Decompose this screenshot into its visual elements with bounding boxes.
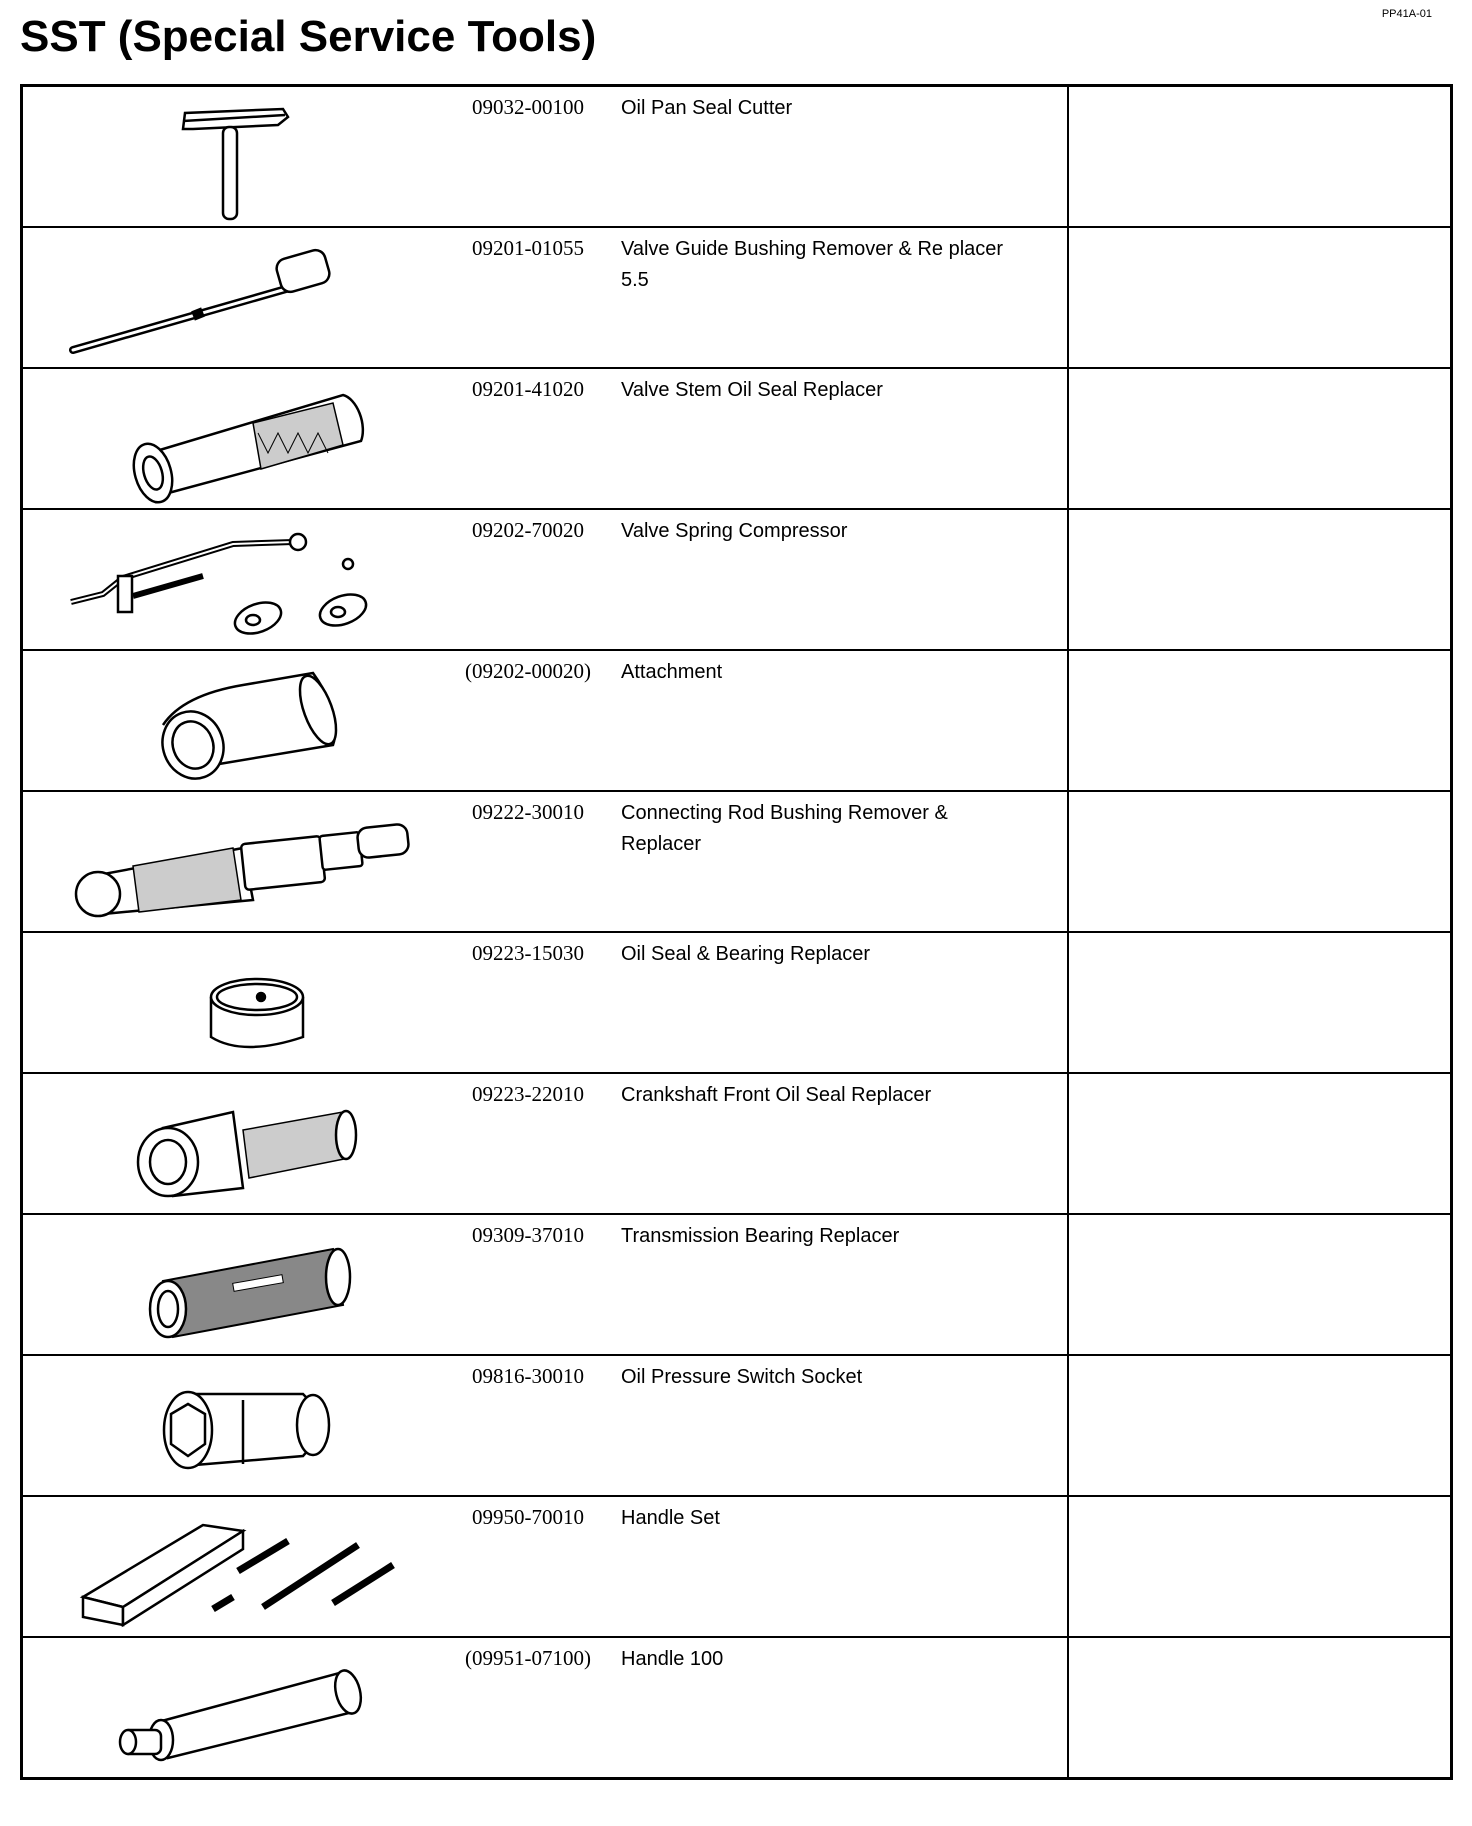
tool-name: Oil Seal & Bearing Replacer [621,943,871,965]
tool-name: Crankshaft Front Oil Seal Replacer [621,1084,932,1106]
table-row [22,227,1452,368]
tool-name: Valve Guide Bushing Remover & Re placer 5.5 [621,238,1004,291]
part-number: 09202-70020 [472,518,584,542]
notes-cell [1068,368,1451,509]
handle-icon [43,1642,423,1774]
sst-table [20,84,1453,1780]
tool-cell [22,791,1069,932]
table-row [22,932,1452,1073]
part-number: 09201-41020 [472,377,584,401]
table-row [22,1355,1452,1496]
table-row [22,368,1452,509]
table-row [22,1073,1452,1214]
page-title: SST (Special Service Tools) [20,12,597,61]
tool-cell [22,932,1069,1073]
table-row [22,1496,1452,1637]
tool-name: Transmission Bearing Replacer [621,1225,900,1247]
seal-cutter-icon [43,91,423,223]
spring-compressor-icon [43,514,423,646]
part-number: 09816-30010 [472,1364,584,1388]
part-number: 09950-70010 [472,1505,584,1529]
tool-name: Oil Pressure Switch Socket [621,1366,863,1388]
tool-name: Handle 100 [621,1648,724,1670]
tool-name: Handle Set [621,1507,720,1529]
page-code: PP41A-01 [1381,8,1432,20]
seal-replacer-icon [43,373,423,505]
tool-name: Valve Spring Compressor [621,520,848,542]
tool-cell [22,368,1069,509]
tool-cell [22,1355,1069,1496]
attachment-icon [43,655,423,787]
part-number: (09202-00020) [465,659,591,683]
tool-cell [22,227,1069,368]
bushing-remover-icon [43,232,423,364]
tool-cell [22,1637,1069,1779]
transmission-bearing-replacer-icon [43,1219,423,1351]
tool-cell [22,1073,1069,1214]
notes-cell [1068,86,1451,228]
crankshaft-seal-replacer-icon [43,1078,423,1210]
bearing-replacer-cup-icon [43,937,423,1069]
tool-name: Valve Stem Oil Seal Replacer [621,379,883,401]
notes-cell [1068,509,1451,650]
part-number: 09223-22010 [472,1082,584,1106]
notes-cell [1068,791,1451,932]
part-number: (09951-07100) [465,1646,591,1670]
tool-cell [22,650,1069,791]
table-row [22,650,1452,791]
tool-name: Connecting Rod Bushing Remover & Replacer [621,802,948,855]
part-number: 09032-00100 [472,95,584,119]
part-number: 09223-15030 [472,941,584,965]
tool-name: Oil Pan Seal Cutter [621,97,793,119]
table-row [22,791,1452,932]
notes-cell [1068,650,1451,791]
part-number: 09309-37010 [472,1223,584,1247]
table-row [22,1637,1452,1779]
notes-cell [1068,1496,1451,1637]
tool-cell [22,509,1069,650]
notes-cell [1068,1214,1451,1355]
part-number: 09201-01055 [472,236,584,260]
rod-bushing-tool-icon [43,796,423,928]
socket-icon [43,1360,423,1492]
tool-name: Attachment [621,661,723,683]
notes-cell [1068,1073,1451,1214]
table-row [22,86,1452,228]
notes-cell [1068,1637,1451,1779]
notes-cell [1068,1355,1451,1496]
tool-cell [22,1496,1069,1637]
notes-cell [1068,932,1451,1073]
table-row [22,1214,1452,1355]
tool-cell [22,1214,1069,1355]
handle-set-icon [43,1501,423,1633]
table-row [22,509,1452,650]
tool-cell [22,86,1069,228]
notes-cell [1068,227,1451,368]
part-number: 09222-30010 [472,800,584,824]
